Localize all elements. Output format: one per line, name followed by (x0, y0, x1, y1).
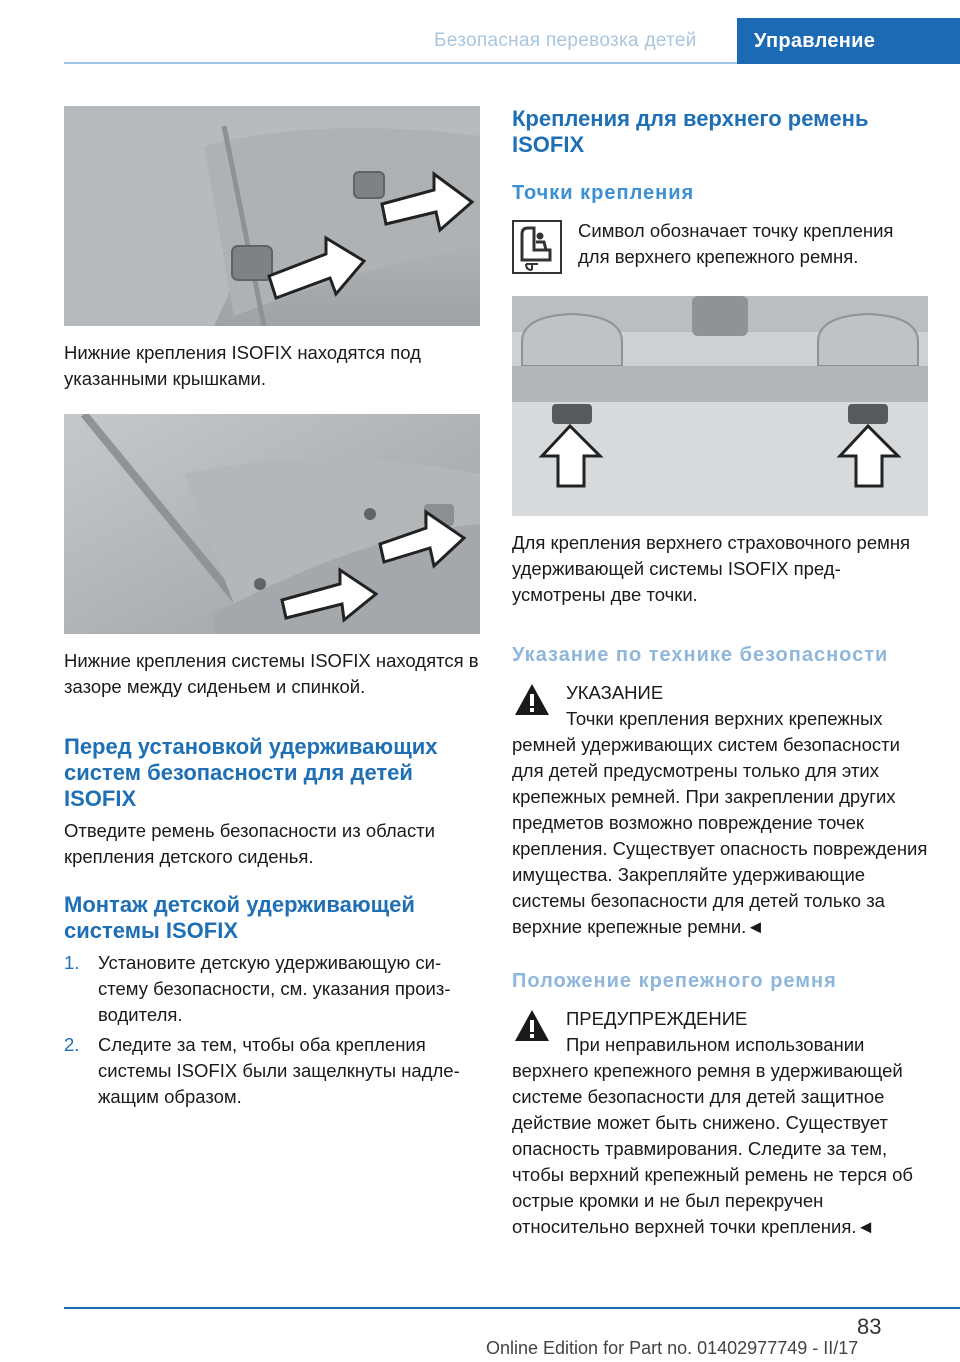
child-seat-anchor-icon (512, 220, 562, 274)
step-number: 1. (64, 952, 80, 973)
photo-isofix-covers (64, 106, 480, 326)
warning-text (512, 1032, 928, 1240)
header-section-title: Безопасная перевозка детей (434, 30, 697, 51)
subheading-safety-note: Указание по технике безопасности (512, 644, 889, 666)
caption-isofix-gap: Нижние крепления системы ISOFIX находятся в зазоре между сиденьем и спинкой. (64, 650, 479, 697)
notice-label: УКАЗАНИЕ (566, 682, 664, 703)
photo-isofix-gap (64, 414, 480, 634)
step-text: Следите за тем, чтобы оба крепления системы ISOFIX были защелкнуты надлежащим образом. (98, 1034, 460, 1107)
header-chapter-label: Управление (754, 30, 876, 52)
subheading-belt-position: Положение крепежного ремня (512, 970, 837, 992)
page-number: 83 (857, 1314, 882, 1339)
para-move-belt: Отведите ремень безопасности из области крепления детского сиденья. (64, 820, 436, 867)
warning-body: При неправильном использовании верхнего крепежного ремня в удерживающей системе безопасности для детей защитное действие может быть снижено. Существует опасность травмирования. Следите за тем, чтобы верхний крепежный ремень не терся об острые кромки и не был перекручен относительно верхней точки крепления.◄ (512, 1034, 913, 1237)
heading-mounting: Монтаж детской удерживающей системы ISOFIX (64, 892, 415, 943)
step-number: 2. (64, 1034, 80, 1055)
caption-two-points: Для крепления верхнего страховочного ремня удерживающей системы ISOFIX предусмотрены две точки. (512, 532, 911, 605)
footer-rule (64, 1307, 960, 1309)
subheading-anchor-points: Точки крепления (512, 182, 695, 204)
caption-isofix-covers: Нижние крепления ISOFIX находятся под указанными крышками. (64, 342, 421, 389)
notice-body: Точки крепления верхних крепежных ремней удерживающих систем безопасности для детей предусмотрены только для этих крепежных ремней. При закреплении других предметов возможно повреждение точек крепления. Существует опасность повреждения имущества. Закрепляйте удерживающие системы безопасности для детей только за верхние крепежные ремни.◄ (512, 708, 928, 937)
notice-text (512, 706, 928, 940)
symbol-description: Символ обозначает точку крепления для верхнего крепежного ремня. (578, 220, 894, 267)
step-text: Установите детскую удерживающую систему безопасности, см. указания производителя. (98, 952, 451, 1025)
heading-top-tether: Крепления для верхнего ремень ISOFIX (512, 106, 869, 157)
heading-before-install: Перед установкой удерживающих систем безопасности для детей ISOFIX (64, 734, 438, 811)
warning-label: ПРЕДУПРЕЖДЕНИЕ (566, 1008, 748, 1029)
photo-top-tether-points (512, 296, 928, 516)
footer-edition: Online Edition for Part no. 01402977749 - II/17 (486, 1338, 859, 1358)
